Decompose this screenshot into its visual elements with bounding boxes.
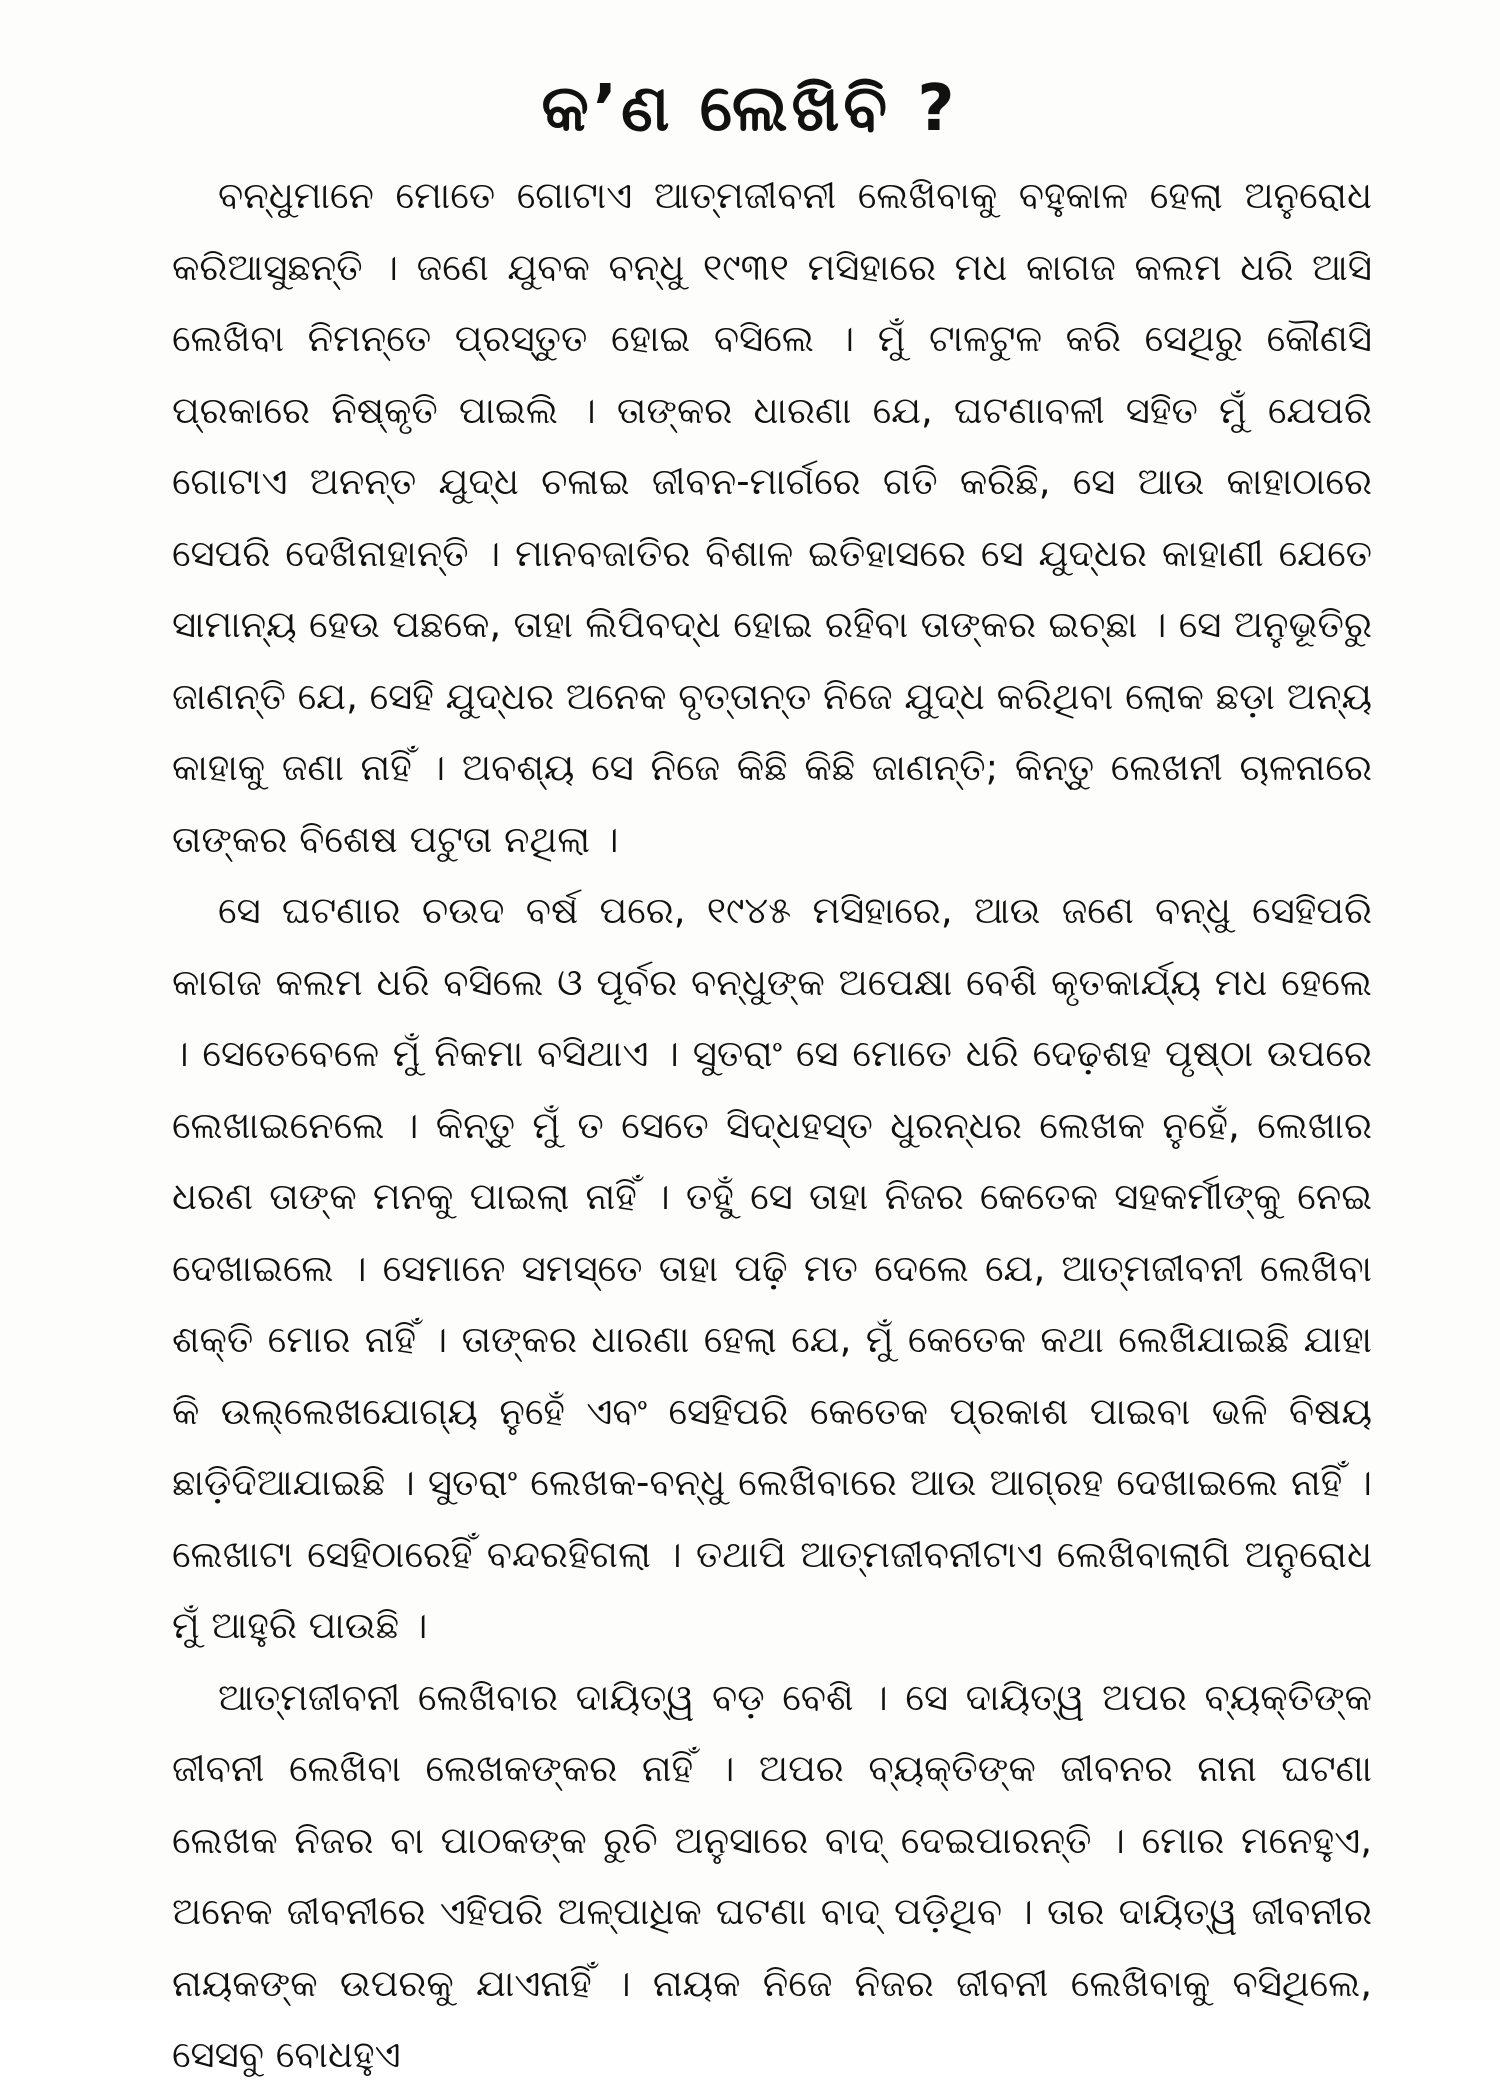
paragraph-1: ବନ୍ଧୁମାନେ ମୋତେ ଗୋଟାଏ ଆତ୍ମଜୀବନୀ ଲେଖିବାକୁ ବହୁକାଳ ହେଲା ଅନୁରୋଧ କରିଆସୁଛନ୍ତି । ଜଣେ ଯୁବକ ବନ୍ଧୁ ୧୯୩୧ ମସିହାରେ ମଧ କାଗଜ କଲମ ଧରି ଆସି ଲେଖିବା ନିମନ୍ତେ ପ୍ରସ୍ତୁତ ହୋଇ ବସିଲେ । ମୁଁ ଟାଳଟୁଳ କରି ସେଥିରୁ କୌଣସି ପ୍ରକାରେ ନିଷ୍କୃତି ପାଇଲି । ତାଙ୍କର ଧାରଣା ଯେ, ଘଟଣାବଳୀ ସହିତ ମୁଁ ଯେପରି ଗୋଟାଏ ଅନନ୍ତ ଯୁଦ୍ଧ ଚଳାଇ ଜୀବନ-ମାର୍ଗରେ ଗତି କରିଛି, ସେ ଆଉ କାହାଠାରେ ସେପରି ଦେଖିନାହାନ୍ତି । ମାନବଜାତିର ବିଶାଳ ଇତିହାସରେ ସେ ଯୁଦ୍ଧର କାହାଣୀ ଯେତେ ସାମାନ୍ୟ ହେଉ ପଛକେ, ତାହା ଲିପିବଦ୍ଧ ହୋଇ ରହିବା ତାଙ୍କର ଇଚ୍ଛା । ସେ ଅନୁଭୂତିରୁ ଜାଣନ୍ତି ଯେ, ସେହି ଯୁଦ୍ଧର ଅନେକ ବୃତ୍ତାନ୍ତ ନିଜେ ଯୁଦ୍ଧ କରିଥିବା ଲୋକ ଛଡ଼ା ଅନ୍ୟ କାହାକୁ ଜଣା ନାହିଁ । ଅବଶ୍ୟ ସେ ନିଜେ କିଛି କିଛି ଜାଣନ୍ତି; କିନ୍ତୁ ଲେଖନୀ ଚାଳନାରେ ତାଙ୍କର ବିଶେଷ ପଟୁତା ନଥିଲା । <box>172 174 1372 861</box>
paragraph-3: ଆତ୍ମଜୀବନୀ ଲେଖିବାର ଦାୟିତ୍ୱ ବଡ଼ ବେଶି । ସେ ଦାୟିତ୍ୱ ଅପର ବ୍ୟକ୍ତିଙ୍କ ଜୀବନୀ ଲେଖିବା ଲେଖକଙ୍କର ନାହିଁ । ଅପର ବ୍ୟକ୍ତିଙ୍କ ଜୀବନର ନାନା ଘଟଣା ଲେଖକ ନିଜର ବା ପାଠକଙ୍କ ରୁଚି ଅନୁସାରେ ବାଦ୍ ଦେଇପାରନ୍ତି । ମୋର ମନେହୁଏ, ଅନେକ ଜୀବନୀରେ ଏହିପରି ଅଳ୍ପାଧିକ ଘଟଣା ବାଦ୍ ପଡ଼ିଥିବ । ତାର ଦାୟିତ୍ୱ ଜୀବନୀର ନାୟକଙ୍କ ଉପରକୁ ଯାଏନାହିଁ । ନାୟକ ନିଜେ ନିଜର ଜୀବନୀ ଲେଖିବାକୁ ବସିଥିଲେ, ସେସବୁ ବୋଧହୁଏ <box>172 1675 1372 2076</box>
page-title: କ’ଣ ଲେଖିବି ? <box>541 71 959 146</box>
paragraph-2: ସେ ଘଟଣାର ଚଉଦ ବର୍ଷ ପରେ, ୧୯୪୫ ମସିହାରେ, ଆଉ ଜଣେ ବନ୍ଧୁ ସେହିପରି କାଗଜ କଲମ ଧରି ବସିଲେ ଓ ପୂର୍ବର ବନ୍ଧୁଙ୍କ ଅପେକ୍ଷା ବେଶି କୃତକାର୍ଯ୍ୟ ମଧ ହେଲେ । ସେତେବେଳେ ମୁଁ ନିକମା ବସିଥାଏ । ସୁତରାଂ ସେ ମୋତେ ଧରି ଦେଢ଼ଶହ ପୃଷ୍ଠା ଉପରେ ଲେଖାଇନେଲେ । କିନ୍ତୁ ମୁଁ ତ ସେତେ ସିଦ୍ଧହସ୍ତ ଧୁରନ୍ଧର ଲେଖକ ନୁହେଁ, ଲେଖାର ଧରଣ ତାଙ୍କ ମନକୁ ପାଇଲା ନାହିଁ । ତହୁଁ ସେ ତାହା ନିଜର କେତେକ ସହକର୍ମୀଙ୍କୁ ନେଇ ଦେଖାଇଲେ । ସେମାନେ ସମସ୍ତେ ତାହା ପଢ଼ି ମତ ଦେଲେ ଯେ, ଆତ୍ମଜୀବନୀ ଲେଖିବା ଶକ୍ତି ମୋର ନାହିଁ । ତାଙ୍କର ଧାରଣା ହେଲା ଯେ, ମୁଁ କେତେକ କଥା ଲେଖିଯାଇଛି ଯାହା କି ଉଲ୍ଲେଖଯୋଗ୍ୟ ନୁହେଁ ଏବଂ ସେହିପରି କେତେକ ପ୍ରକାଶ ପାଇବା ଭଳି ବିଷୟ ଛାଡ଼ିଦିଆଯାଇଛି । ସୁତରାଂ ଲେଖକ-ବନ୍ଧୁ ଲେଖିବାରେ ଆଉ ଆଗ୍ରହ ଦେଖାଇଲେ ନାହିଁ । ଲେଖାଟା ସେହିଠାରେହିଁ ବନ୍ଦରହିଗଲା । ତଥାପି ଆତ୍ମଜୀବନୀଟାଏ ଲେଖିବାଲାଗି ଅନୁରୋଧ ମୁଁ ଆହୁରି ପାଉଛି । <box>172 889 1372 1647</box>
page-body <box>172 160 1372 2091</box>
